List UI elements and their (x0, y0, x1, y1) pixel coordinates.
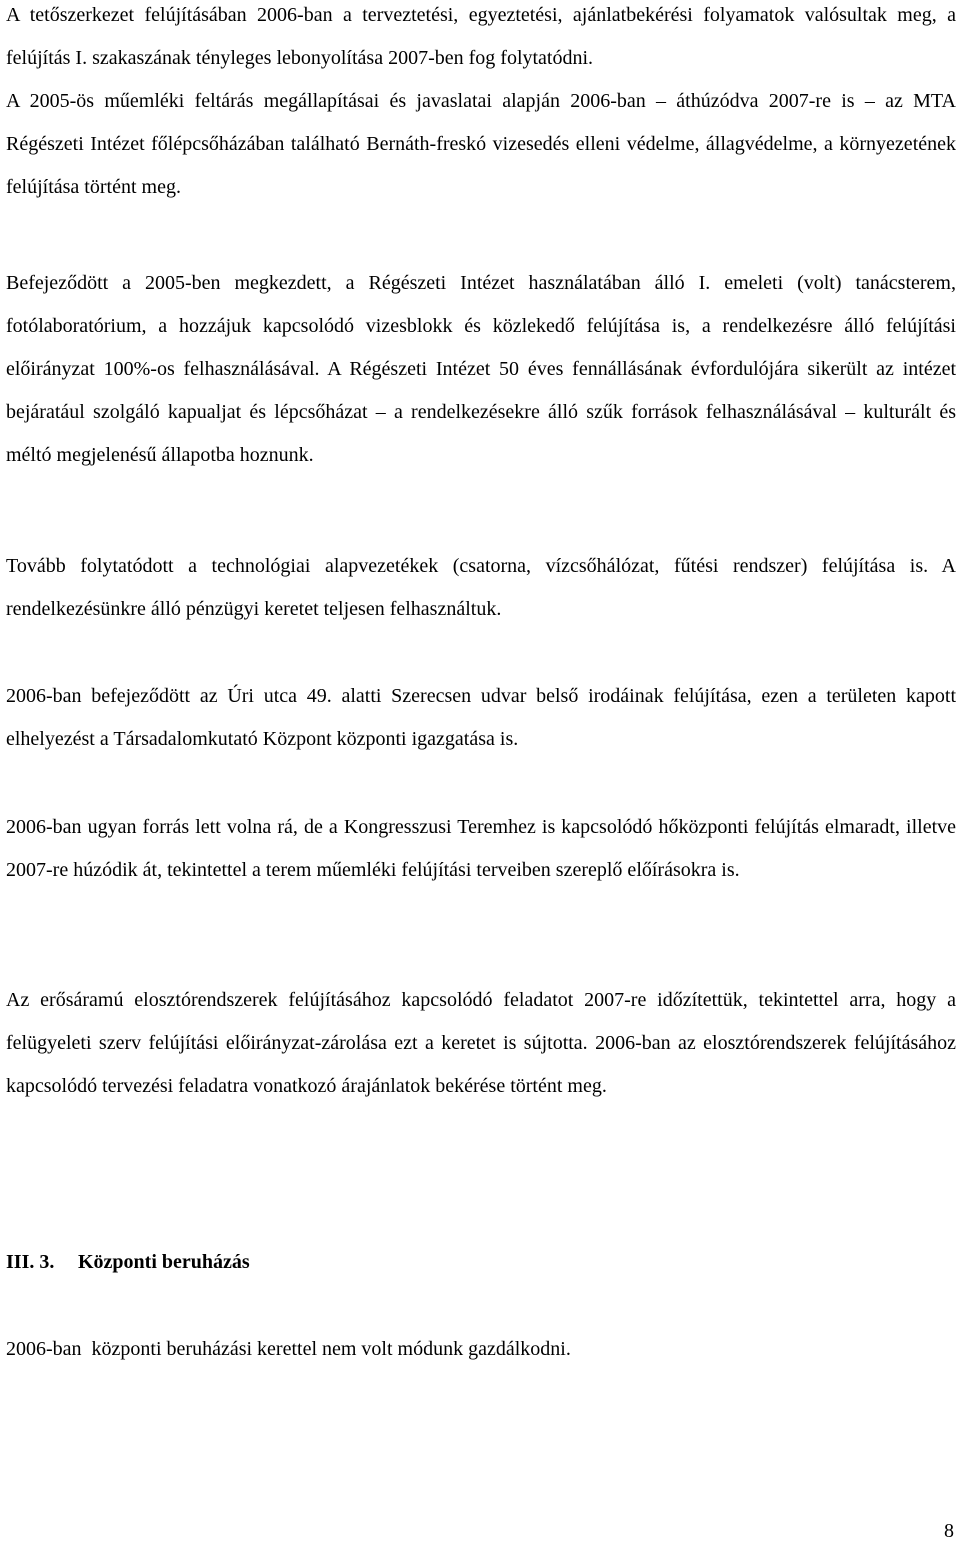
paragraph-roof-renovation: A tetőszerkezet felújításában 2006-ban a terveztetési, egyeztetési, ajánlatbekérési folyamatok valósultak meg, a felújítás I. szakaszának tényleges lebonyolítása 2007-ben fog folytatódni. (6, 4, 956, 69)
paragraph-utility-lines: Tovább folytatódott a technológiai alapvezetékek (csatorna, vízcsőhálózat, fűtési rendszer) felújítása is. A rendelkezésünkre álló pénzügyi keretet teljesen felhasználtuk. (6, 555, 956, 620)
paragraph-szerecsen-courtyard: 2006-ban befejeződött az Úri utca 49. alatti Szerecsen udvar belső irodáinak felújítása, ezen a területen kapott elhelyezést a Társadalomkutató Központ központi igazgatása is. (6, 685, 956, 750)
section-title: Központi beruházás (78, 1251, 250, 1273)
section-number: III. 3. (6, 1251, 55, 1273)
paragraph-power-distribution: Az erősáramú elosztórendszerek felújításához kapcsolódó feladatot 2007-re időzítettük, tekintettel arra, hogy a felügyeleti szerv felújítási előirányzat-zárolása ezt a keretet is sújtotta. 2006-ban az elosztórendszerek felújításához kapcsolódó tervezési feladatra vonatkozó árajánlatok bekérése történt meg. (6, 989, 956, 1097)
paragraph-council-room: Befejeződött a 2005-ben megkezdett, a Régészeti Intézet használatában álló I. emeleti (volt) tanácsterem, fotólaboratórium, a hozzájuk kapcsolódó vizesblokk és közlekedő felújítása is, a rendelkezésre álló felújítási előirányzat 100%-os felhasználásával. A Régészeti Intézet 50 éves fennállásának évfordulójára sikerült az intézet bejáratául szolgáló kapualjat és lépcsőházat – a rendelkezésekre álló szűk források felhasználásával – kulturált és méltó megjelenésű állapotba hoznunk. (6, 272, 956, 466)
paragraph-central-investment: 2006-ban központi beruházási kerettel nem volt módunk gazdálkodni. (6, 1338, 571, 1360)
paragraph-fresco-protection: A 2005-ös műemléki feltárás megállapításai és javaslatai alapján 2006-ban – áthúzódva 2007-re is – az MTA Régészeti Intézet főlépcsőházában található Bernáth-freskó vizesedés elleni védelme, állagvédelme, a környezetének felújítása történt meg. (6, 90, 956, 198)
page-number: 8 (944, 1520, 954, 1542)
paragraph-heating-center: 2006-ban ugyan forrás lett volna rá, de a Kongresszusi Teremhez is kapcsolódó hőközponti felújítás elmaradt, illetve 2007-re húzódik át, tekintettel a terem műemléki felújítási terveiben szereplő előírásokra is. (6, 816, 956, 881)
section-heading (6, 1241, 250, 1284)
